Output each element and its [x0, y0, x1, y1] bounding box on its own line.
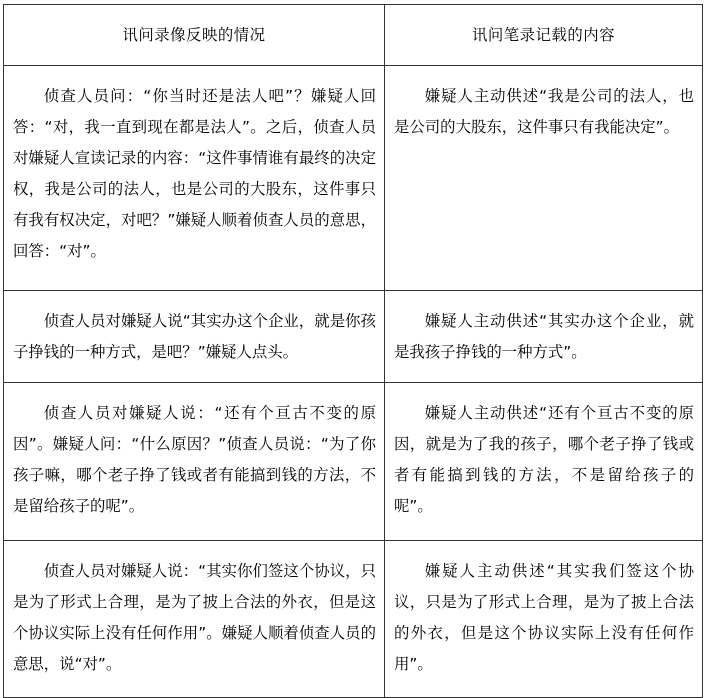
video-text: 侦查人员问：“你当时还是法人吧”？嫌疑人回答：“对，我一直到现在都是法人”。之后，侦查人员对嫌疑人宣读记录的内容：“这件事情谁有最终的决定权，我是公司的法人，也是公司的大股东，这件事只有我有权决定，对吧？”嫌疑人顺着侦查人员的意思，回答：“对”。: [13, 87, 376, 260]
video-text: 侦查人员对嫌疑人说“其实办这个企业，就是你孩子挣钱的一种方式，是吧？”嫌疑人点头。: [13, 312, 376, 361]
table-header-row: [4, 5, 703, 66]
video-text: 侦查人员对嫌疑人说：“还有个亘古不变的原因”。嫌疑人问：“什么原因？”侦查人员说：“为了你孩子嘛，哪个老子挣了钱或者有能搞到钱的方法，不是留给孩子的呢”。: [13, 404, 376, 515]
header-record-content: 讯问笔录记载的内容: [385, 5, 703, 66]
video-cell: [4, 383, 385, 541]
video-text: 侦查人员对嫌疑人说：“其实你们签这个协议，只是为了形式上合理，是为了披上合法的外衣，但是这个协议实际上没有任何作用”。嫌疑人顺着侦查人员的意思，说“对”。: [13, 562, 376, 673]
table-row: [4, 291, 703, 383]
table-row: [4, 66, 703, 291]
video-cell: [4, 66, 385, 291]
video-cell: [4, 541, 385, 698]
record-text: 嫌疑人主动供述“还有个亘古不变的原因，就是为了我的孩子，哪个老子挣了钱或者有能搞到钱的方法，不是留给孩子的呢”。: [394, 404, 694, 515]
table-row: [4, 541, 703, 698]
record-cell: [385, 541, 703, 698]
record-text: 嫌疑人主动供述“其实办这个企业，就是我孩子挣钱的一种方式”。: [394, 312, 694, 361]
record-cell: [385, 66, 703, 291]
record-text: 嫌疑人主动供述“其实我们签这个协议，只是为了形式上合理，是为了披上合法的外衣，但是这个协议实际上没有任何作用”。: [394, 562, 694, 673]
header-video-situation: 讯问录像反映的情况: [4, 5, 385, 66]
comparison-table: [3, 4, 703, 698]
table-row: [4, 383, 703, 541]
record-cell: [385, 383, 703, 541]
record-cell: [385, 291, 703, 383]
record-text: 嫌疑人主动供述“我是公司的法人，也是公司的大股东，这件事只有我能决定”。: [394, 87, 694, 136]
video-cell: [4, 291, 385, 383]
